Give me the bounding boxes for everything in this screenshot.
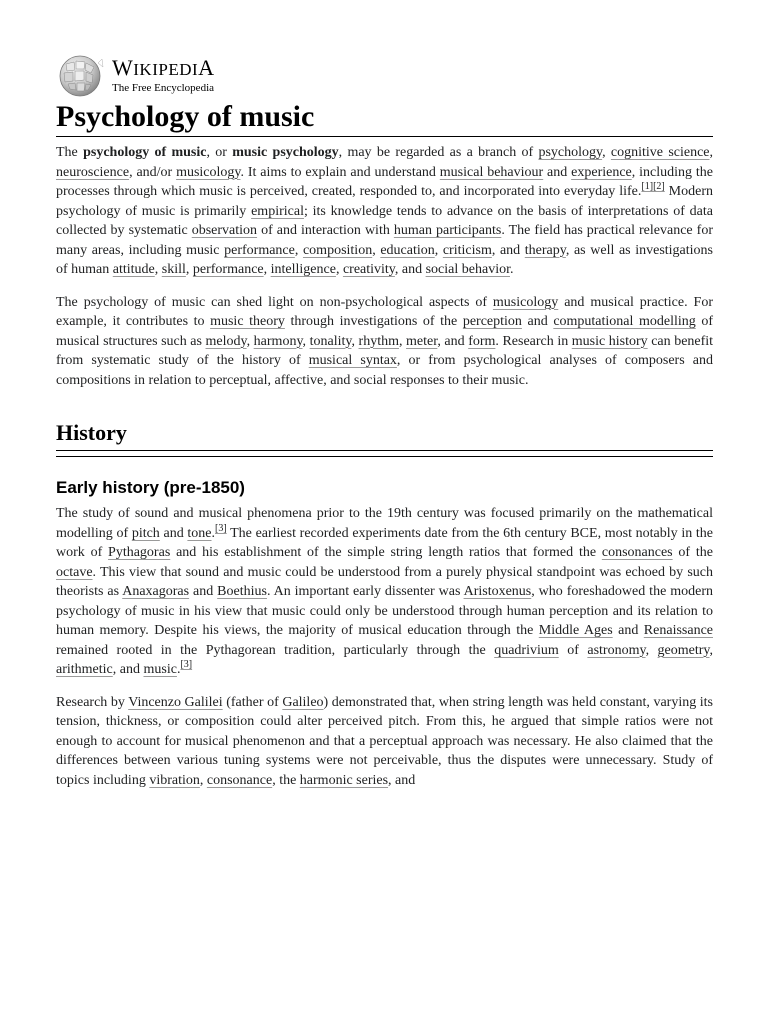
intro-paragraph-2: The psychology of music can shed light on non-psychological aspects of musicology and musical practice. For example, it contributes to music theory through investigations of the perception and computational modelling of musical structures such as melody, harmony, tonality, rhythm, meter, and form. Research in music history can benefit from systematic study of the history of musical syntax, or from psychological analyses of composers and compositions in relation to perceptual, affective, and social responses to their music. bbox=[56, 294, 714, 388]
masthead bbox=[56, 54, 713, 98]
link-observation[interactable]: observation bbox=[191, 223, 258, 238]
link-vibration[interactable]: vibration bbox=[149, 772, 200, 788]
link-galileo[interactable]: Galileo bbox=[282, 694, 324, 710]
citation-3b[interactable]: [3] bbox=[180, 659, 193, 670]
link-astronomy[interactable]: astronomy bbox=[587, 642, 646, 658]
link-criticism[interactable]: criticism bbox=[442, 242, 492, 258]
wordmark-title: WIKIPEDIA bbox=[112, 55, 215, 80]
link-music[interactable]: music bbox=[143, 662, 177, 677]
link-rhythm[interactable]: rhythm bbox=[358, 333, 399, 349]
history-paragraph-2: Research by Vincenzo Galilei (father of Galileo) demonstrated that, when string length was held constant, varying its tension, thickness, or composition could alter perceived pitch. From this, he argued that simple ratios were not enough to account for musical phenomenon and that a perceptual approach was necessary. He also claimed that the differences between various tuning systems were not perceivable, thus the disputes were unnecessary. Study of topics including vibration, consonance, the harmonic series, and bbox=[56, 694, 713, 788]
wordmark-tagline: The Free Encyclopedia bbox=[112, 82, 215, 94]
link-tone[interactable]: tone bbox=[187, 525, 212, 541]
link-social-behavior[interactable]: social behavior bbox=[425, 262, 510, 277]
link-neuroscience[interactable]: neuroscience bbox=[56, 164, 130, 180]
link-intelligence[interactable]: intelligence bbox=[270, 262, 336, 277]
article bbox=[56, 54, 713, 790]
link-octave[interactable]: octave bbox=[56, 564, 93, 580]
link-creativity[interactable]: creativity bbox=[342, 262, 395, 277]
citation-3[interactable]: [3] bbox=[215, 522, 227, 534]
link-middle-ages[interactable]: Middle Ages bbox=[538, 623, 613, 638]
link-musicology-2[interactable]: musicology bbox=[492, 294, 559, 310]
link-vincenzo-galilei[interactable]: Vincenzo Galilei bbox=[128, 694, 223, 710]
history-paragraph-1: The study of sound and musical phenomena prior to the 19th century was focused primarily on the mathematical modelling of pitch and tone.[3] The earliest recorded experiments date from the 6th century BCE, most notably in the work of Pythagoras and his establishment of the simple string length ratios that formed the consonances of the octave. This view that sound and music could be understood from a purely physical standpoint was echoed by such theorists as Anaxagoras and Boethius. An important early dissenter was Aristoxenus, who foreshadowed the modern psychology of music in his view that music could only be understood through human perception and its relation to human memory. Despite his views, the majority of musical education through the Middle Ages and Renaissance remained rooted in the Pythagorean tradition, particularly through the quadrivium of astronomy, geometry, arithmetic, and music.[3] bbox=[56, 506, 714, 677]
link-harmonic-series[interactable]: harmonic series bbox=[299, 772, 389, 788]
link-performance[interactable]: performance bbox=[224, 242, 295, 258]
wordmark bbox=[112, 57, 215, 95]
link-anaxagoras[interactable]: Anaxagoras bbox=[122, 584, 190, 599]
link-attitude[interactable]: attitude bbox=[112, 262, 155, 277]
link-consonance[interactable]: consonance bbox=[206, 772, 273, 788]
link-musical-syntax[interactable]: musical syntax bbox=[308, 353, 397, 368]
link-composition[interactable]: composition bbox=[302, 242, 373, 258]
link-form[interactable]: form bbox=[468, 333, 496, 349]
intro-paragraph-1: The psychology of music, or music psychology, may be regarded as a branch of psychology, cognitive science, neuroscience, and/or musicology. It aims to explain and understand musical behaviour and experience, including the processes through which music is perceived, created, responded to, and incorporated into everyday life.[1][2] Modern psychology of music is primarily empirical; its knowledge tends to advance on the basis of interpretations of data collected by systematic observation of and interaction with human participants. The field has practical relevance for many areas, including music performance, composition, education, criticism, and therapy, as well as investigations of human attitude, skill, performance, intelligence, creativity, and social behavior. bbox=[56, 145, 714, 277]
link-musical-behaviour[interactable]: musical behaviour bbox=[439, 164, 544, 180]
citation-1-2[interactable]: [1][2] bbox=[641, 181, 665, 192]
link-music-theory[interactable]: music theory bbox=[210, 314, 285, 329]
link-psychology[interactable]: psychology bbox=[538, 145, 603, 160]
link-tonality[interactable]: tonality bbox=[309, 333, 352, 349]
link-geometry[interactable]: geometry bbox=[657, 642, 710, 658]
link-pythagoras[interactable]: Pythagoras bbox=[108, 545, 171, 560]
link-quadrivium[interactable]: quadrivium bbox=[494, 642, 559, 658]
link-empirical[interactable]: empirical bbox=[251, 203, 304, 219]
link-performance-2[interactable]: performance bbox=[192, 262, 264, 277]
link-education[interactable]: education bbox=[380, 242, 435, 258]
link-experience[interactable]: experience bbox=[571, 164, 632, 180]
link-aristoxenus[interactable]: Aristoxenus bbox=[463, 584, 532, 599]
link-consonances[interactable]: consonances bbox=[601, 545, 673, 560]
link-pitch[interactable]: pitch bbox=[131, 525, 160, 541]
link-melody[interactable]: melody bbox=[205, 333, 247, 349]
link-perception[interactable]: perception bbox=[462, 314, 522, 329]
link-musicology[interactable]: musicology bbox=[176, 164, 241, 180]
link-music-history[interactable]: music history bbox=[571, 333, 648, 349]
link-human-participants[interactable]: human participants bbox=[393, 223, 502, 238]
section-heading-history: History bbox=[56, 420, 713, 451]
subsection-heading-early-history: Early history (pre-1850) bbox=[56, 478, 245, 497]
wikipedia-globe-logo bbox=[56, 55, 104, 97]
page-title: Psychology of music bbox=[56, 99, 713, 137]
link-cognitive-science[interactable]: cognitive science bbox=[610, 145, 710, 160]
link-boethius[interactable]: Boethius bbox=[217, 584, 267, 599]
link-therapy[interactable]: therapy bbox=[524, 242, 566, 258]
link-harmony[interactable]: harmony bbox=[253, 333, 303, 349]
link-renaissance[interactable]: Renaissance bbox=[643, 623, 713, 638]
link-skill[interactable]: skill bbox=[161, 262, 186, 277]
link-meter[interactable]: meter bbox=[406, 333, 438, 349]
link-arithmetic[interactable]: arithmetic bbox=[56, 662, 113, 677]
link-computational-modelling[interactable]: computational modelling bbox=[553, 314, 696, 329]
